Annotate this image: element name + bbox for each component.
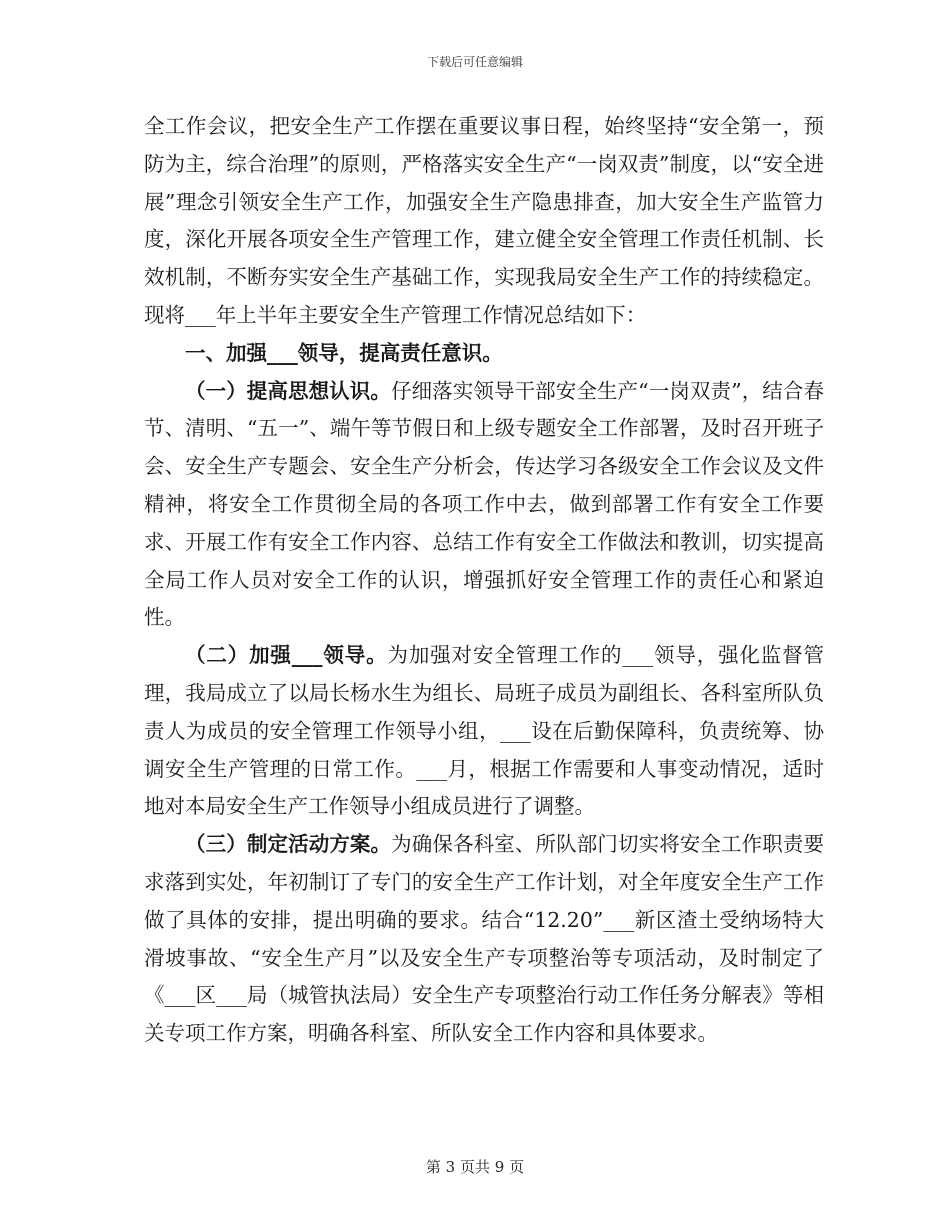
page-header-note: 下载后可任意编辑: [426, 55, 523, 69]
section-heading-1: 一、加强___领导，提高责任意识。: [185, 340, 503, 365]
item-paragraph-3: [144, 826, 824, 1053]
item-text-3: 为确保各科室、所队部门切实将安全工作职责要求落到实处，年初制订了专门的安全生产工作计划，对全年度安全生产工作做了具体的安排，提出明确的要求。结合“12.20”___新区渣土受纳场特大滑坡事故、“安全生产月”以及安全生产专项整治等专项活动，及时制定了《___区___局（城管执法局）安全生产专项整治行动工作任务分解表》等相关专项工作方案，明确各科室、所队安全工作内容和具体要求。: [144, 832, 825, 1046]
item-paragraph-2: [144, 637, 824, 826]
item-lead-1: （一）提高思想认识。: [185, 378, 391, 403]
item-text-2: 为加强对安全管理工作的___领导，强化监督管理，我局成立了以局长杨水生为组长、局班子成员为副组长、各科室所队负责人为成员的安全管理工作领导小组，___设在后勤保障科，负责统筹、协调安全生产管理的日常工作。___月，根据工作需要和人事变动情况，适时地对本局安全生产工作领导小组成员进行了调整。: [144, 643, 825, 819]
page-number-footer: 第 3 页共 9 页: [425, 1158, 525, 1176]
item-paragraph-1: [144, 373, 824, 638]
intro-paragraph: 全工作会议，把安全生产工作摆在重要议事日程，始终坚持“安全第一，预防为主，综合治理”的原则，严格落实安全生产“一岗双责”制度，以“安全进展”理念引领安全生产工作，加强安全生产隐患排查，加大安全生产监管力度，深化开展各项安全生产管理工作，建立健全安全管理工作责任机制、长效机制，不断夯实安全生产基础工作，实现我局安全生产工作的持续稳定。现将___年上半年主要安全生产管理工作情况总结如下：: [144, 114, 824, 327]
item-lead-2: （二）加强___领导。: [185, 643, 388, 668]
item-lead-3: （三）制定活动方案。: [185, 832, 392, 857]
document-body: [144, 108, 824, 1053]
item-text-1: 仔细落实领导干部安全生产“一岗双责”，结合春节、清明、“五一”、端午等节假日和上级专题安全工作部署，及时召开班子会、安全生产专题会、安全生产分析会，传达学习各级安全工作会议及文件精神，将安全工作贯彻全局的各项工作中去，做到部署工作有安全工作要求、开展工作有安全工作内容、总结工作有安全工作做法和教训，切实提高全局工作人员对安全工作的认识，增强抓好安全管理工作的责任心和紧迫性。: [144, 378, 824, 630]
